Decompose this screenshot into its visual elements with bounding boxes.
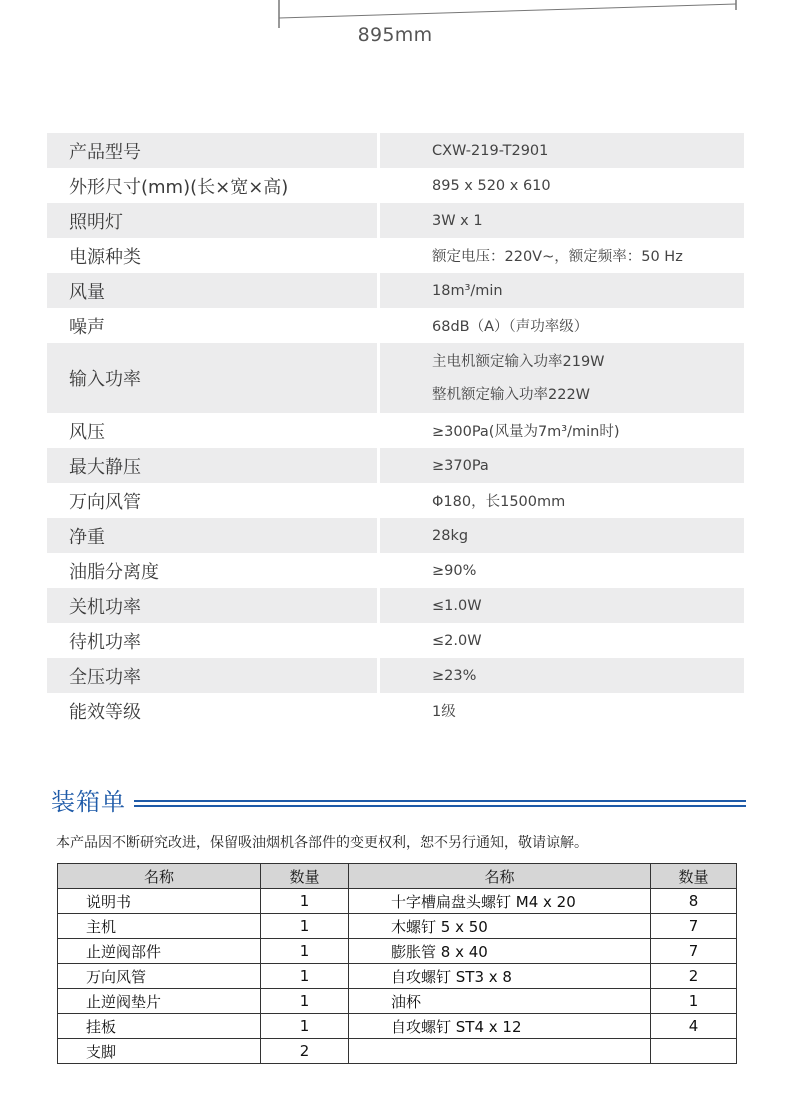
spec-value: ≥23% xyxy=(380,658,744,693)
spec-key: 产品型号 xyxy=(47,133,377,168)
item-qty: 1 xyxy=(261,1014,349,1039)
item-qty: 1 xyxy=(261,939,349,964)
item-name: 止逆阀部件 xyxy=(58,939,261,964)
spec-row xyxy=(47,133,744,168)
item-name xyxy=(349,1039,651,1064)
table-row xyxy=(58,989,737,1014)
item-name: 膨胀管 8 x 40 xyxy=(349,939,651,964)
spec-key: 关机功率 xyxy=(47,588,377,623)
dimension-label: 895mm xyxy=(357,24,433,46)
header-qty: 数量 xyxy=(261,864,349,889)
table-row xyxy=(58,1014,737,1039)
spec-key: 外形尺寸(mm)(长×宽×高) xyxy=(69,176,289,198)
header-name: 名称 xyxy=(349,864,651,889)
spec-key: 最大静压 xyxy=(47,448,377,483)
spec-table xyxy=(47,133,744,728)
item-name: 油杯 xyxy=(349,989,651,1014)
item-name: 支脚 xyxy=(58,1039,261,1064)
item-qty: 1 xyxy=(261,989,349,1014)
spec-value: 额定电压：220V~，额定频率：50 Hz xyxy=(432,249,683,265)
title-rule xyxy=(134,805,746,807)
spec-value: ≥90% xyxy=(432,562,477,579)
spec-value: 18m³/min xyxy=(380,273,744,308)
spec-value: 895 x 520 x 610 xyxy=(432,177,551,194)
spec-row xyxy=(47,623,744,658)
table-row xyxy=(58,914,737,939)
packing-title: 装箱单 xyxy=(51,788,126,816)
item-qty: 1 xyxy=(261,889,349,914)
spec-key: 全压功率 xyxy=(47,658,377,693)
spec-value: 68dB（A）（声功率级） xyxy=(432,319,589,335)
spec-row xyxy=(47,203,744,238)
item-name: 自攻螺钉 ST4 x 12 xyxy=(349,1014,651,1039)
spec-row xyxy=(47,343,744,413)
spec-row xyxy=(47,693,744,728)
spec-key: 风量 xyxy=(47,273,377,308)
spec-row xyxy=(47,413,744,448)
spec-value-line: 整机额定输入功率222W xyxy=(432,386,591,403)
item-name: 主机 xyxy=(58,914,261,939)
spec-row xyxy=(47,308,744,343)
spec-row xyxy=(47,448,744,483)
spec-key: 风压 xyxy=(69,421,105,443)
item-qty: 7 xyxy=(651,914,737,939)
item-qty: 1 xyxy=(261,914,349,939)
spec-row xyxy=(47,238,744,273)
notice-text: 本产品因不断研究改进，保留吸油烟机各部件的变更权利，恕不另行通知，敬请谅解。 xyxy=(56,835,588,851)
spec-row xyxy=(47,588,744,623)
spec-key: 万向风管 xyxy=(69,491,141,513)
spec-key: 噪声 xyxy=(69,316,105,338)
spec-value: 1级 xyxy=(432,704,456,720)
item-qty: 1 xyxy=(651,989,737,1014)
spec-value-line: 主电机额定输入功率219W xyxy=(432,353,605,370)
item-qty: 2 xyxy=(651,964,737,989)
item-name: 说明书 xyxy=(58,889,261,914)
item-name: 自攻螺钉 ST3 x 8 xyxy=(349,964,651,989)
spec-value: 3W x 1 xyxy=(380,203,744,238)
item-qty: 2 xyxy=(261,1039,349,1064)
spec-value: CXW-219-T2901 xyxy=(380,133,744,168)
spec-key: 待机功率 xyxy=(69,631,141,653)
item-qty xyxy=(651,1039,737,1064)
packing-table xyxy=(57,863,737,1064)
item-qty: 8 xyxy=(651,889,737,914)
spec-row xyxy=(47,518,744,553)
spec-key: 能效等级 xyxy=(69,701,141,723)
item-name: 十字槽扁盘头螺钉 M4 x 20 xyxy=(349,889,651,914)
item-name: 挂板 xyxy=(58,1014,261,1039)
spec-value: Φ180，长1500mm xyxy=(432,494,566,510)
item-qty: 4 xyxy=(651,1014,737,1039)
item-name: 万向风管 xyxy=(58,964,261,989)
spec-key: 输入功率 xyxy=(47,343,377,413)
spec-key: 照明灯 xyxy=(47,203,377,238)
table-header-row xyxy=(58,864,737,889)
spec-value: 28kg xyxy=(380,518,744,553)
table-row xyxy=(58,939,737,964)
title-rule xyxy=(134,800,746,802)
spec-row xyxy=(47,658,744,693)
spec-value: ≤1.0W xyxy=(380,588,744,623)
table-row xyxy=(58,964,737,989)
spec-row xyxy=(47,273,744,308)
table-row xyxy=(58,889,737,914)
spec-value: ≥370Pa xyxy=(380,448,744,483)
spec-row xyxy=(47,483,744,518)
item-qty: 7 xyxy=(651,939,737,964)
spec-value: ≤2.0W xyxy=(432,632,482,649)
spec-row xyxy=(47,553,744,588)
header-qty: 数量 xyxy=(651,864,737,889)
spec-row xyxy=(47,168,744,203)
spec-key: 净重 xyxy=(47,518,377,553)
item-qty: 1 xyxy=(261,964,349,989)
spec-key: 油脂分离度 xyxy=(69,561,159,583)
spec-key: 电源种类 xyxy=(69,246,141,268)
spec-value: ≥300Pa(风量为7m³/min时) xyxy=(432,424,620,440)
table-row xyxy=(58,1039,737,1064)
item-name: 木螺钉 5 x 50 xyxy=(349,914,651,939)
item-name: 止逆阀垫片 xyxy=(58,989,261,1014)
spec-value xyxy=(380,343,744,413)
header-name: 名称 xyxy=(58,864,261,889)
